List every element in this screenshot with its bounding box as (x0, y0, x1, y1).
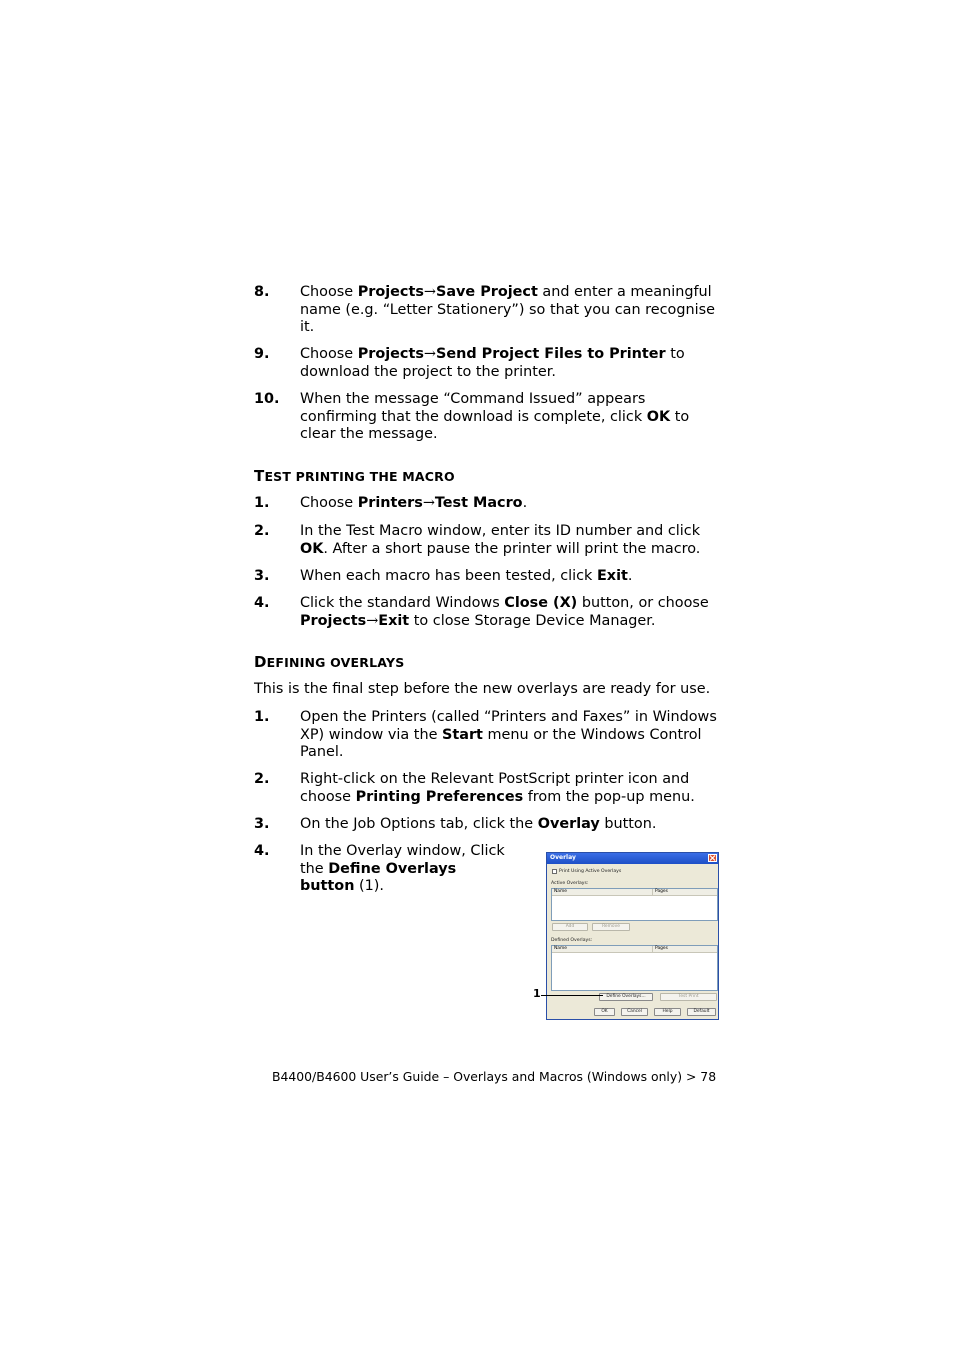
define-overlays-button[interactable]: Define Overlays... (599, 993, 653, 1001)
text-run: to clear the message. (300, 408, 690, 443)
text-run: When the message “Command Issued” appears confirming that the download is complete, click (300, 391, 647, 425)
step-number: 10. (254, 391, 280, 407)
arrow-icon: → (423, 346, 436, 362)
column-header-name[interactable]: Name (552, 946, 652, 953)
text-run: (1). (354, 878, 384, 895)
defined-overlays-list[interactable] (551, 945, 718, 991)
step-text (300, 523, 724, 558)
bold-text: Exit (378, 612, 410, 629)
bold-text: Save Project (435, 284, 538, 300)
step-text (300, 771, 724, 806)
step-number: 3. (254, 816, 270, 832)
ok-button[interactable]: OK (594, 1008, 615, 1016)
cancel-button[interactable]: Cancel (621, 1008, 648, 1016)
bold-text: Projects (357, 346, 424, 362)
bold-text: Projects (357, 284, 424, 300)
step-text (300, 391, 724, 444)
active-overlays-list[interactable] (551, 888, 718, 921)
step-number: 4. (254, 843, 270, 859)
step-number: 3. (254, 568, 270, 584)
text-run: . (522, 495, 528, 511)
step-number: 2. (254, 771, 270, 787)
print-active-overlays-checkbox[interactable] (552, 869, 557, 874)
text-run: When each macro has been tested, click (300, 568, 597, 584)
bold-text: Test Macro (434, 495, 523, 511)
test-step-2 (254, 523, 724, 558)
step-9 (254, 346, 724, 381)
step-text (300, 595, 724, 630)
bold-text: Overlay (537, 816, 600, 832)
step-number: 9. (254, 346, 270, 362)
heading-defining-overlays: DEFINING OVERLAYS (254, 653, 405, 671)
bold-text: Printing Preferences (355, 788, 524, 805)
step-number: 1. (254, 495, 270, 511)
overlay-step-2 (254, 771, 724, 806)
text-run: and enter a meaningful name (e.g. “Letter Stationery”) so that you can recognise it. (300, 284, 715, 336)
overlay-step-3 (254, 816, 724, 834)
text-run: . (627, 568, 633, 584)
heading-test-printing: TEST PRINTING THE MACRO (254, 467, 455, 485)
remove-button[interactable]: Remove (592, 923, 630, 931)
callout-line (541, 995, 603, 996)
text-run: to close Storage Device Manager. (409, 612, 656, 629)
add-button[interactable]: Add (552, 923, 588, 931)
bold-text: OK (300, 540, 324, 557)
text-run: Choose (300, 284, 358, 300)
default-button[interactable]: Default (687, 1008, 716, 1016)
bold-text: OK (646, 408, 671, 425)
text-run: button. (599, 816, 657, 832)
column-header-pages[interactable]: Pages (652, 889, 717, 896)
active-overlays-label: Active Overlays: (551, 881, 589, 886)
column-header-name[interactable]: Name (552, 889, 652, 896)
text-run: from the pop-up menu. (523, 788, 695, 805)
callout-number: 1 (533, 987, 541, 1000)
dialog-title: Overlay (550, 854, 576, 861)
page-footer: B4400/B4600 User’s Guide – Overlays and Macros (Windows only) > 78 (272, 1069, 717, 1084)
test-step-3 (254, 568, 724, 586)
text-run: Click the standard Windows (300, 595, 505, 611)
bold-text: Projects (300, 612, 367, 629)
text-run: to download the project to the printer. (300, 346, 685, 380)
close-button[interactable] (708, 854, 717, 862)
step-text (300, 843, 510, 896)
text-run: Choose (300, 346, 358, 362)
column-header-pages[interactable]: Pages (652, 946, 717, 953)
intro-paragraph: This is the final step before the new overlays are ready for use. (254, 681, 711, 697)
step-number: 4. (254, 595, 270, 611)
bold-text: Start (442, 726, 483, 743)
arrow-icon: → (366, 612, 379, 629)
step-8 (254, 284, 724, 337)
close-icon (709, 855, 716, 861)
arrow-icon: → (423, 284, 436, 300)
text-run: Choose (300, 495, 358, 511)
arrow-icon: → (422, 495, 435, 511)
step-text (300, 346, 724, 381)
defined-overlays-label: Defined Overlays: (551, 938, 593, 943)
text-run: In the Overlay window, Click the (300, 843, 505, 877)
step-number: 1. (254, 709, 270, 725)
step-text (300, 709, 724, 762)
bold-text: Close (X) (504, 595, 578, 611)
test-print-button[interactable]: Test Print (660, 993, 717, 1001)
step-text (300, 816, 724, 834)
bold-text: Define Overlays button (300, 860, 457, 895)
step-text (300, 495, 724, 513)
step-text (300, 568, 724, 586)
test-step-4 (254, 595, 724, 630)
text-run: On the Job Options tab, click the (300, 816, 538, 832)
checkbox-label: Print Using Active Overlays (559, 869, 622, 874)
bold-text: Send Project Files to Printer (435, 346, 666, 362)
bold-text: Printers (357, 495, 423, 511)
overlay-step-1 (254, 709, 724, 762)
test-step-1 (254, 495, 724, 513)
bold-text: Exit (596, 568, 628, 584)
help-button[interactable]: Help (654, 1008, 681, 1016)
overlay-step-4 (254, 843, 514, 896)
dialog-titlebar (547, 853, 718, 864)
step-text (300, 284, 724, 337)
step-number: 2. (254, 523, 270, 539)
text-run: In the Test Macro window, enter its ID number and click (300, 523, 701, 539)
text-run: menu or the Windows Control Panel. (300, 726, 702, 761)
step-number: 8. (254, 284, 270, 300)
text-run: Open the Printers (called “Printers and Faxes” in Windows XP) window via the (300, 709, 717, 743)
text-run: button, or choose (577, 595, 709, 611)
text-run: . After a short pause the printer will print the macro. (323, 540, 701, 557)
text-run: Right-click on the Relevant PostScript printer icon and choose (300, 771, 690, 805)
step-10 (254, 391, 724, 444)
